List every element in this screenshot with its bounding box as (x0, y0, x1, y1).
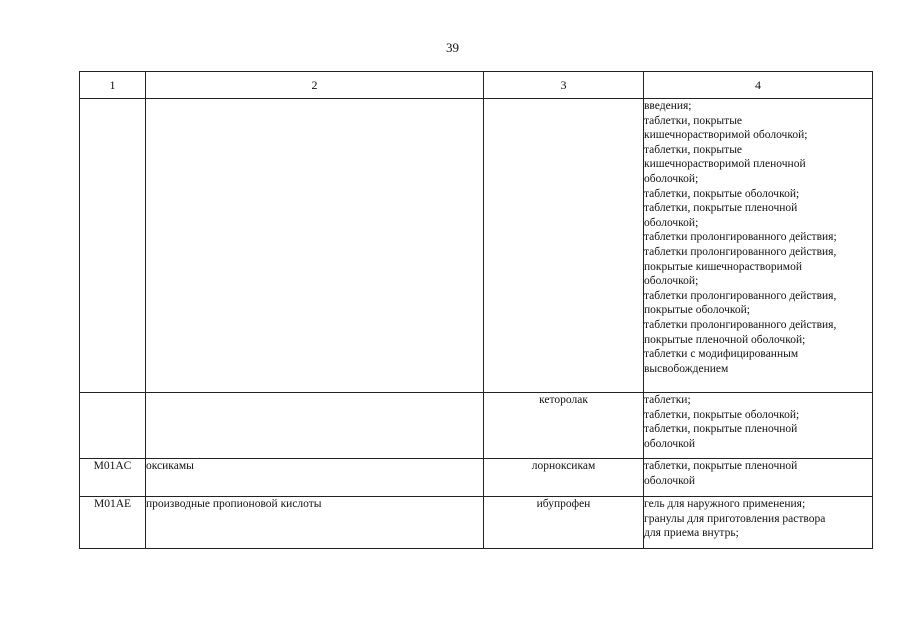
atc-code-cell: M01AE (80, 497, 146, 549)
dosage-form-line: оболочкой; (644, 216, 699, 229)
dosage-form-line: таблетки, покрытые пленочной (644, 423, 798, 436)
dosage-form-line: покрытые оболочкой; (644, 304, 750, 317)
atc-code-cell (80, 393, 146, 459)
dosage-form-line: кишечнорастворимой пленочной (644, 158, 806, 171)
dosage-form-line: таблетки, покрытые пленочной (644, 202, 798, 215)
dosage-form-line: таблетки, покрытые (644, 143, 743, 156)
column-header-3: 3 (484, 72, 644, 99)
dosage-form-line: покрытые кишечнорастворимой (644, 260, 802, 273)
atc-code-cell (80, 99, 146, 393)
dosage-form-line: оболочкой; (644, 172, 699, 185)
dosage-form-line: кишечнорастворимой оболочкой; (644, 129, 808, 142)
dosage-form-line: таблетки пролонгированного действия, (644, 289, 837, 302)
dosage-form-line: введения; (644, 100, 692, 112)
anatomical-group-cell: оксикамы (146, 459, 484, 497)
dosage-form-line: таблетки, покрытые (644, 114, 743, 127)
dosage-form-line: гранулы для приготовления раствора (644, 512, 826, 525)
dosage-form-line: таблетки, покрытые оболочкой; (644, 408, 800, 421)
atc-code-cell: M01AC (80, 459, 146, 497)
dosage-forms-cell (644, 99, 873, 393)
dosage-forms-cell (644, 497, 873, 549)
dosage-form-line: таблетки; (644, 394, 691, 406)
anatomical-group-cell: производные пропионовой кислоты (146, 497, 484, 549)
anatomical-group-cell (146, 99, 484, 393)
dosage-form-line: покрытые пленочной оболочкой; (644, 333, 806, 346)
dosage-form-line: оболочкой (644, 474, 696, 487)
drug-name-cell: кеторолак (484, 393, 644, 459)
dosage-form-line: таблетки пролонгированного действия; (644, 231, 837, 244)
dosage-form-line: оболочкой (644, 437, 696, 450)
dosage-form-line: оболочкой; (644, 275, 699, 288)
dosage-forms-cell (644, 459, 873, 497)
column-header-1: 1 (80, 72, 146, 99)
column-header-2: 2 (146, 72, 484, 99)
drug-name-cell: ибупрофен (484, 497, 644, 549)
table-header-row (80, 72, 873, 99)
dosage-form-line: высвобождением (644, 362, 729, 375)
drug-name-cell: лорноксикам (484, 459, 644, 497)
table-row (80, 459, 873, 497)
dosage-form-line: гель для наружного применения; (644, 498, 806, 510)
dosage-form-line: для приема внутрь; (644, 527, 739, 540)
dosage-form-line: таблетки пролонгированного действия, (644, 318, 837, 331)
page-number: 39 (446, 40, 459, 55)
drug-name-cell (484, 99, 644, 393)
dosage-form-line: таблетки пролонгированного действия, (644, 245, 837, 258)
drug-table (79, 71, 873, 549)
column-header-4: 4 (644, 72, 873, 99)
anatomical-group-cell (146, 393, 484, 459)
table-row (80, 99, 873, 393)
dosage-form-line: таблетки с модифицированным (644, 348, 799, 361)
table-row (80, 497, 873, 549)
dosage-form-line: таблетки, покрытые оболочкой; (644, 187, 800, 200)
dosage-forms-cell (644, 393, 873, 459)
dosage-form-line: таблетки, покрытые пленочной (644, 460, 798, 472)
table-row (80, 393, 873, 459)
